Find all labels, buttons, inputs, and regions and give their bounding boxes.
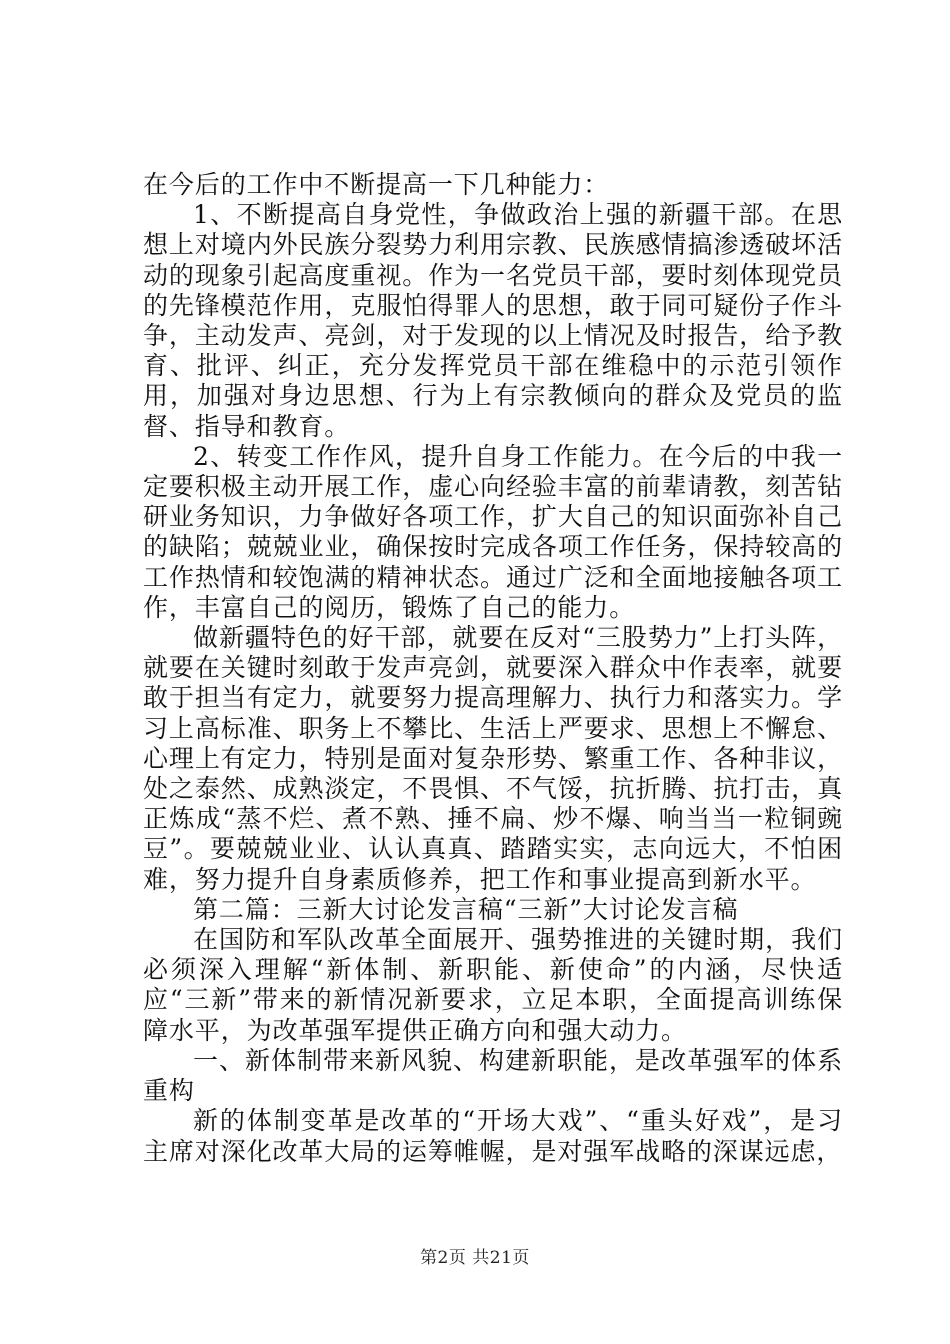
paragraph: 在今后的工作中不断提高一下几种能力： [143, 170, 610, 199]
paragraph: 新的体制变革是改革的“开场大戏”、“重头好戏”，是习主席对深化改革大局的运筹帷幄，是对强军战略的深谋远虑， [143, 1106, 843, 1166]
paragraph: 1、不断提高自身党性，争做政治上强的新疆干部。在思想上对境内外民族分裂势力利用宗教、民族感情搞渗透破坏活动的现象引起高度重视。作为一名党员干部，要时刻体现党员的先锋模范作用，克服怕得罪人的思想，敢于同可疑份子作斗争，主动发声、亮剑，对于发现的以上情况及时报告，给予教育、批评、纠正，充分发挥党员干部在维稳中的示范引领作用，加强对身边思想、行为上有宗教倾向的群众及党员的监督、指导和教育。 [143, 200, 843, 441]
page-number: 第2页 共21页 [420, 1248, 530, 1268]
section-heading: 第二篇：三新大讨论发言稿“三新”大讨论发言稿 [193, 894, 739, 924]
paragraph: 在国防和军队改革全面展开、强势推进的关键时期，我们必须深入理解“新体制、新职能、新使命”的内涵，尽快适应“三新”带来的新情况新要求，立足本职，全面提高训练保障水平，为改革强军提供正确方向和强大动力。 [143, 925, 843, 1045]
paragraph: 2、转变工作作风，提升自身工作能力。在今后的中我一定要积极主动开展工作，虚心向经验丰富的前辈请教，刻苦钻研业务知识，力争做好各项工作，扩大自己的知识面弥补自己的缺陷；兢兢业业，确保按时完成各项工作任务，保持较高的工作热情和较饱满的精神状态。通过广泛和全面地接触各项工作，丰富自己的阅历，锻炼了自己的能力。 [143, 441, 843, 622]
paragraph: 做新疆特色的好干部，就要在反对“三股势力”上打头阵，就要在关键时刻敢于发声亮剑，就要深入群众中作表率，就要敢于担当有定力，就要努力提高理解力、执行力和落实力。学习上高标准、职务上不攀比、生活上严要求、思想上不懈怠、心理上有定力，特别是面对复杂形势、繁重工作、各种非议，处之泰然、成熟淡定，不畏惧、不气馁，抗折腾、抗打击，真正炼成“蒸不烂、煮不熟、捶不扁、炒不爆、响当当一粒铜豌豆”。要兢兢业业、认认真真、踏踏实实，志向远大，不怕困难，努力提升自身素质修养，把工作和事业提高到新水平。 [143, 623, 843, 894]
subsection-heading: 一、新体制带来新风貌、构建新职能，是改革强军的体系重构 [143, 1045, 843, 1106]
document-body [143, 170, 843, 1167]
